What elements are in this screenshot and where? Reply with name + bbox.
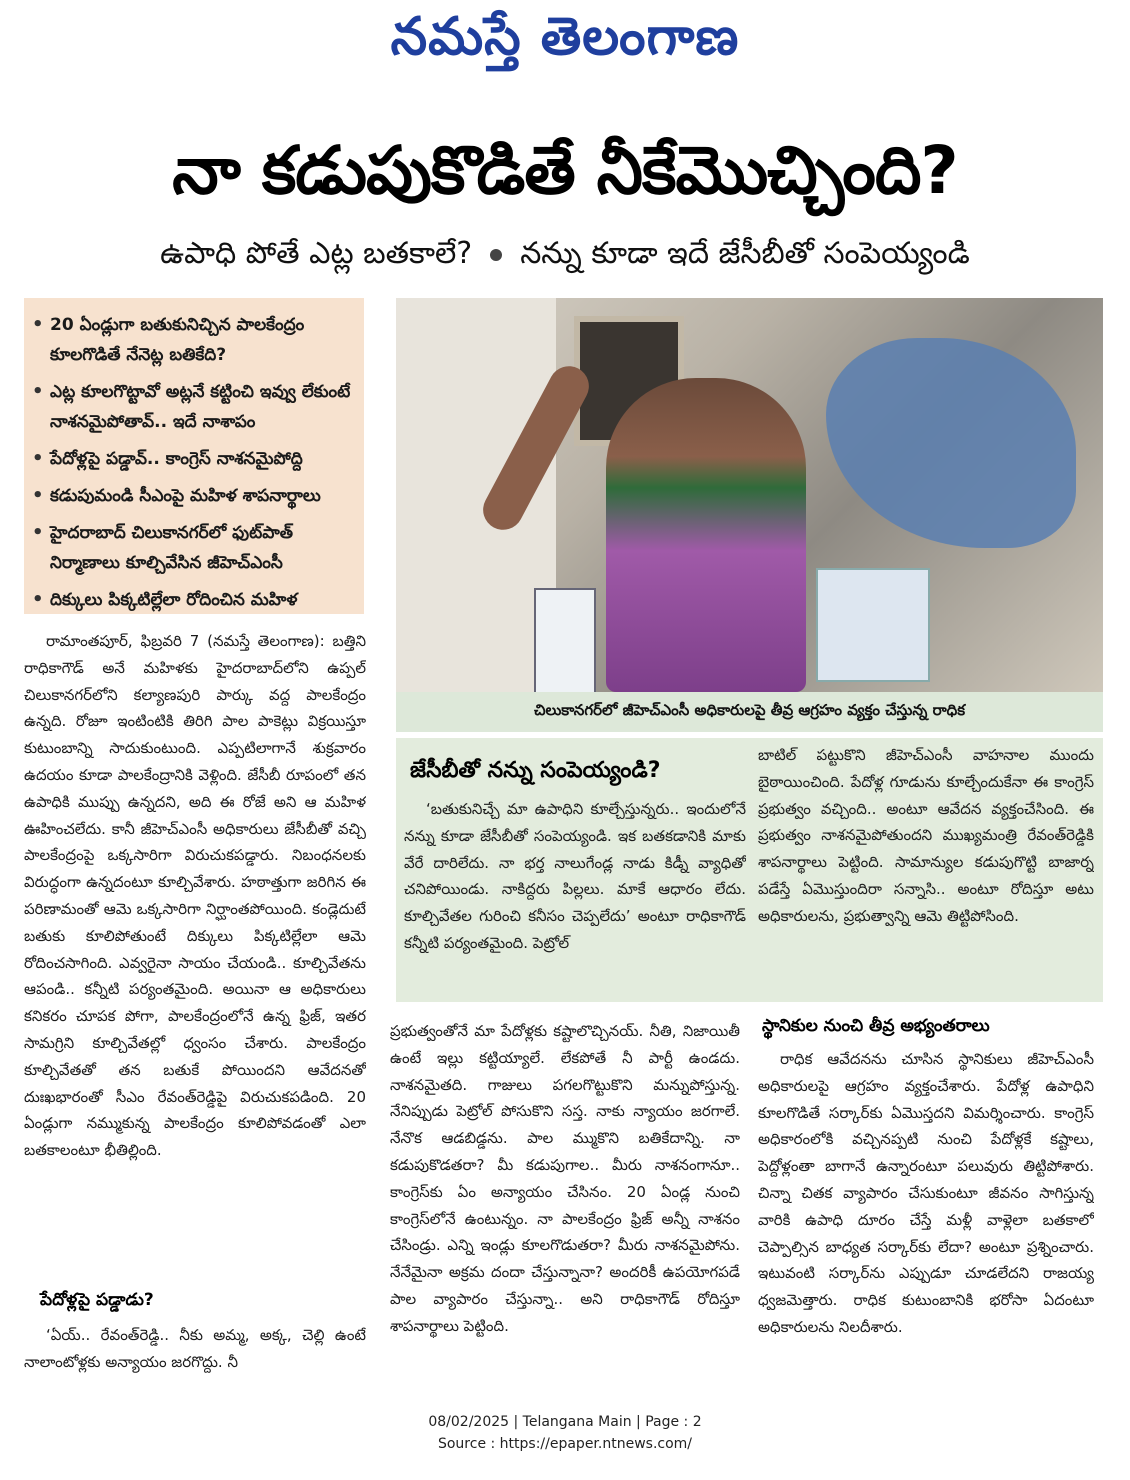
column-2-body: ప్రభుత్వంతోనే మా పేదోళ్లకు కష్టాలొచ్చినయ్. నీతి, నిజాయితీ ఉంటే ఇల్లు కట్టియ్యాలే. లేకపోతే నీ పార్టీ ఉండదు. నాశనమైతది. గాజులు పగలగొట్టుకొని మన్నుపోస్తున్న. నేనిప్పుడు పెట్రోల్ పోసుకొని సస్త. నాకు న్యాయం జరగాలే. నేనొక ఆడబిడ్డను. పాల మ్ముకొని బతికేదాన్ని. నా కడుపుకొడతరా? మీ కడుపుగాల.. మీరు నాశనంగానూ.. కాంగ్రెస్‌కు ఏం అన్యాయం చేసినం. 20 ఏండ్ల నుంచి కాంగ్రెస్‌లోనే ఉంటున్నం. నా పాలకేంద్రం ఫ్రిజ్ అన్నీ నాశనం చేసిండ్రు. ఎన్ని ఇండ్లు కూలగొడుతరా? మీరు నాశనమైపోను. నేనేమైనా అక్రమ దందా చేస్తున్నానా? అందరికీ ఉపయోగపడే పాల వ్యాపారం చేస్తున్నా.. అని రాధికాగౌడ్ రోదిస్తూ శాపనార్థాలు పెట్టింది. <box>390 1022 740 1335</box>
highlight-text: కడుపుమండి సీఎంపై మహిళ శాపనార్థాలు <box>50 486 321 506</box>
bullet-icon: • <box>32 448 44 469</box>
highlight-text: దిక్కులు పిక్కటిల్లేలా రోదించిన మహిళ <box>50 590 298 610</box>
masthead-logo: నమస్తే తెలంగాణ <box>390 6 740 67</box>
column-1-tail <box>24 1322 366 1378</box>
column-1-tail-text: ‘ఏయ్.. రేవంత్‌రెడ్డి.. నీకు అమ్మ, అక్క, చెల్లి ఉంటే నాలాంటోళ్లకు అన్యాయం జరగొద్దు. నీ <box>24 1326 366 1371</box>
highlight-text: హైదరాబాద్ చిలుకానగర్‌లో ఫుట్‌పాత్ నిర్మాణాలు కూల్చివేసిన జీహెచ్‌ఎంసీ <box>50 523 293 573</box>
highlight-text: ఎట్ల కూలగొట్టావో అట్లనే కట్టించి ఇవ్వు లేకుంటే నాశనమైపోతావ్.. ఇదే నాశాపం <box>50 382 351 432</box>
green-box-left-text: ‘బతుకునిచ్చే మా ఉపాధిని కూల్చేస్తున్నరు.. ఇందులోనే నన్ను కూడా జేసీబీతో సంపెయ్యండి. ఇక బతకడానికి మాకు వేరే దారిలేదు. నా భర్త నాలుగేండ్ల నాడు కిడ్నీ వ్యాధితో చనిపోయిండు. నాకిద్దరు పిల్లలు. మాకే ఆధారం లేదు. కూల్చివేతల గురించి కనీసం చెప్పలేదు’ అంటూ రాధికాగౌడ్ కన్నీటి పర్యంతమైంది. పెట్రోల్ <box>404 800 746 952</box>
highlight-text: 20 ఏండ్లుగా బతుకునిచ్చిన పాలకేంద్రం కూలగొడితే నేనెట్ల బతికేది? <box>50 315 305 365</box>
bullet-icon: • <box>32 314 44 335</box>
photo-caption: చిలుకానగర్‌లో జీహెచ్‌ఎంసీ అధికారులపై తీవ్ర ఆగ్రహం వ్యక్తం చేస్తున్న రాధిక <box>396 692 1103 732</box>
highlight-item <box>32 377 356 437</box>
bullet-icon: • <box>32 381 44 402</box>
green-box-right <box>758 742 1094 990</box>
photo-signboard <box>534 588 596 692</box>
highlight-text: పేదోళ్లపై పడ్డావ్.. కాంగ్రెస్ నాశనమైపోద్ది <box>50 449 303 469</box>
news-photo <box>396 298 1103 692</box>
photo-fridge <box>816 568 930 682</box>
bullet-dot-icon <box>490 249 502 261</box>
subheadline <box>0 236 1130 278</box>
column-1 <box>24 628 366 1288</box>
column-3-body: రాధిక ఆవేదనను చూసిన స్థానికులు జీహెచ్‌ఎంసీ అధికారులపై ఆగ్రహం వ్యక్తంచేశారు. పేదోళ్ల ఉపాధిని కూలగొడితే సర్కార్‌కు ఏమొస్తదని విమర్శించారు. కాంగ్రెస్ అధికారంలోకి వచ్చినప్పటి నుంచి పేదోళ్లకే కష్టాలు, పెద్దోళ్లంతా బాగానే ఉన్నారంటూ పలువురు తిట్టిపోశారు. చిన్నా చితక వ్యాపారం చేసుకుంటూ జీవనం సాగిస్తున్న వారికి ఉపాధి దూరం చేస్తే మళ్లీ వాళ్లెలా బతకాలో చెప్పాల్సిన బాధ్యత సర్కార్‌కు లేదా? అంటూ ప్రశ్నించారు. ఇటువంటి సర్కార్‌ను ఎప్పుడూ చూడలేదని రాజయ్య ధ్వజమెత్తారు. రాధిక కుటుంబానికి భరోసా ఏదంటూ అధికారులను నిలదీశారు. <box>758 1050 1094 1336</box>
column-2 <box>390 1018 740 1380</box>
highlight-item <box>32 481 356 511</box>
bullet-icon: • <box>32 589 44 610</box>
column-1-subhead: పేదోళ్లపై పడ్డాడు? <box>40 1290 154 1310</box>
subhead-right: నన్ను కూడా ఇదే జేసీబీతో సంపెయ్యండి <box>520 236 970 271</box>
subhead-left: ఉపాధి పోతే ఎట్ల బతకాలే? <box>160 236 473 271</box>
bullet-icon: • <box>32 485 44 506</box>
highlight-item <box>32 518 356 578</box>
green-box-heading: జేసీబీతో నన్ను సంపెయ్యండి? <box>410 758 661 783</box>
column-3 <box>758 1046 1094 1380</box>
highlight-item <box>32 444 356 474</box>
highlights-box <box>24 298 364 614</box>
highlight-item <box>32 310 356 370</box>
column-3-subhead: స్థానికుల నుంచి తీవ్ర అభ్యంతరాలు <box>762 1016 990 1036</box>
column-1-body: రామాంతపూర్, ఫిబ్రవరి 7 (నమస్తే తెలంగాణ): బత్తిని రాధికాగౌడ్ అనే మహిళకు హైదరాబాద్‌లోని ఉప్పల్ చిలుకానగర్‌లోని కల్యాణపురి పార్కు వద్ద పాలకేంద్రం ఉన్నది. రోజూ ఇంటింటికి తిరిగి పాల పాకెట్లు విక్రయిస్తూ కుటుంబాన్ని సాదుకుంటుంది. ఎప్పటిలాగానే శుక్రవారం ఉదయం కూడా పాలకేంద్రానికి వెళ్లింది. జేసీబీ రూపంలో తన ఉపాధికి ముప్పు ఉన్నదని, అది ఈ రోజే అని ఆ మహిళ ఊహించలేదు. కానీ జీహెచ్‌ఎంసీ అధికారులు జేసీబీతో వచ్చి పాలకేంద్రంపై ఒక్కసారిగా విరుచుకపడ్డారు. నిబంధనలకు విరుద్ధంగా ఉన్నదంటూ కూల్చివేశారు. హఠాత్తుగా జరిగిన ఈ పరిణామంతో ఆమె ఒక్కసారిగా నిర్ఘాంతపోయింది. కండ్లెదుటే బతుకు కూలిపోతుంటే దిక్కులు పిక్కటిల్లేలా ఆమె రోదించసాగింది. ఎవ్వరైనా సాయం చేయండి.. కూల్చివేతను ఆపండి.. కన్నీటి పర్యంతమైంది. అయినా ఆ అధికారులు కనికరం చూపక పోగా, పాలకేంద్రంలోనే ఉన్న ఫ్రిజ్, ఇతర సామగ్రిని కూల్చివేతల్లో ధ్వంసం చేశారు. పాలకేంద్రం కూల్చివేతతో తన బతుకే పోయిందని ఆవేదనతో దుఃఖభారంతో సీఎం రేవంత్‌రెడ్డిపై విరుచుకపడింది. 20 ఏండ్లుగా నమ్ముకున్న పాలకేంద్రం కూలిపోవడంతో ఎలా బతకాలంటూ భీతిల్లింది. <box>24 632 366 1160</box>
footer-source-link[interactable]: Source : https://epaper.ntnews.com/ <box>437 1436 693 1452</box>
green-box-right-text: బాటిల్ పట్టుకొని జీహెచ్‌ఎంసీ వాహనాల ముందు బైఠాయించింది. పేదోళ్ల గూడును కూల్చేందుకేనా ఈ కాంగ్రెస్ ప్రభుత్వం వచ్చింది.. అంటూ ఆవేదన వ్యక్తంచేసింది. ఈ ప్రభుత్వం నాశనమైపోతుందని ముఖ్యమంత్రి రేవంత్‌రెడ్డికి శాపనార్థాలు పెట్టింది. సామాన్యుల కడుపుగొట్టి బాజార్న పడేస్తే ఏమొస్తుందిరా సన్నాసి.. అంటూ రోదిస్తూ అటు అధికారులను, ప్రభుత్వాన్ని ఆమె తిట్టిపోసింది. <box>758 746 1094 925</box>
photo-umbrella <box>826 338 1076 548</box>
highlight-item <box>32 585 356 615</box>
footer-date-line: 08/02/2025 | Telangana Main | Page : 2 <box>428 1414 702 1430</box>
headline: నా కడుపుకొడితే నీకేమొచ్చింది? <box>172 132 958 209</box>
green-box-left <box>404 796 746 990</box>
bullet-icon: • <box>32 522 44 543</box>
photo-woman <box>606 378 806 692</box>
